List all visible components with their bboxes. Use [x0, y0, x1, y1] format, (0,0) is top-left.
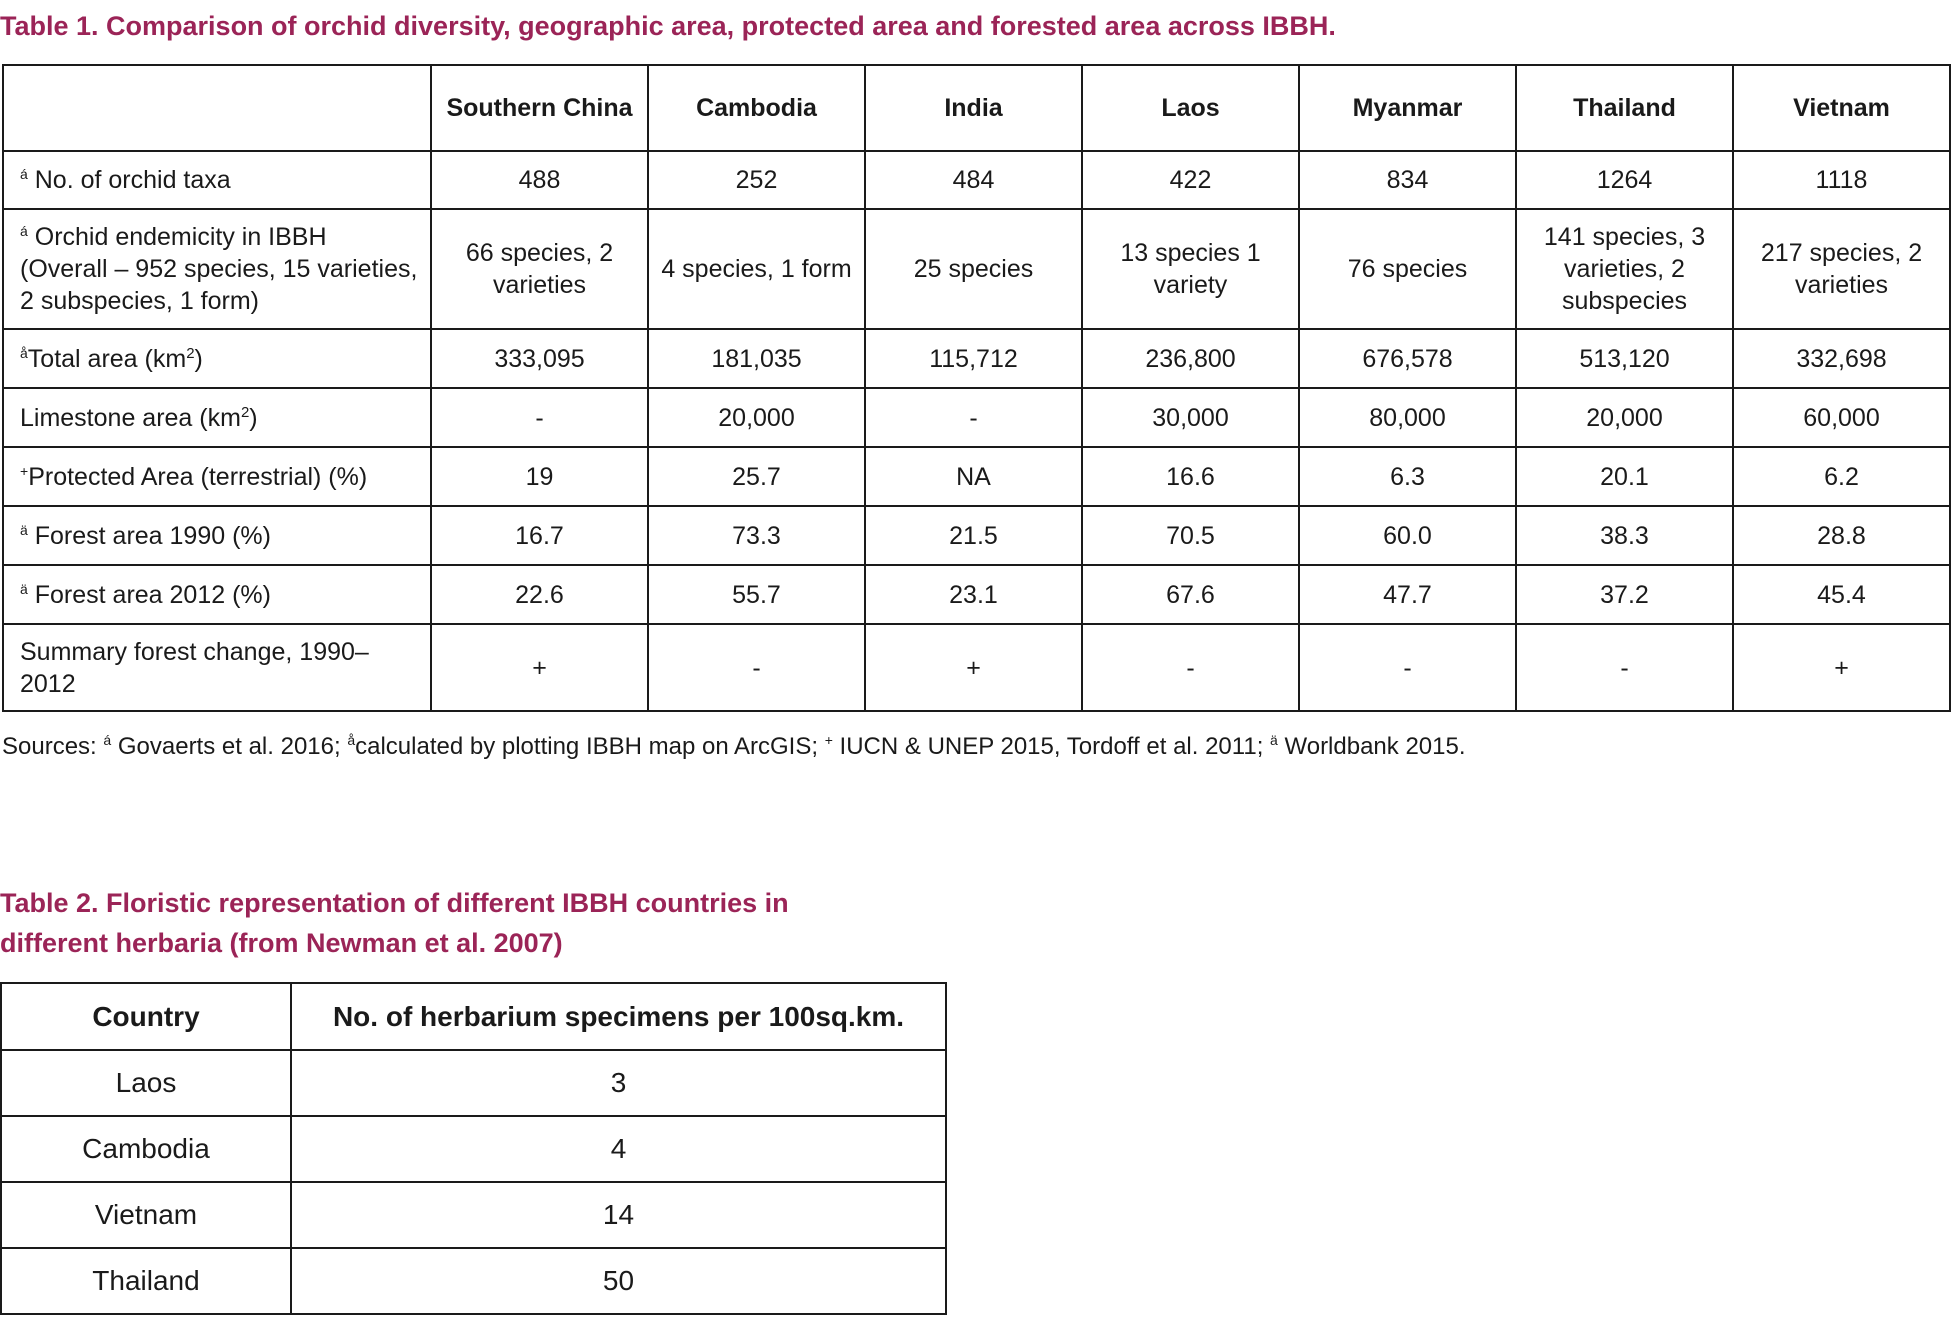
table-cell: 3	[291, 1050, 946, 1116]
table-cell: 73.3	[648, 506, 865, 565]
table-cell: -	[1299, 624, 1516, 711]
table-cell: 16.7	[431, 506, 648, 565]
table-cell: 28.8	[1733, 506, 1950, 565]
table-cell: 37.2	[1516, 565, 1733, 624]
table-row	[1, 1050, 946, 1116]
table-row	[3, 329, 1950, 388]
row-label-total-area: $^å$Total area $(km^2)$	[3, 329, 431, 388]
table-cell: 181,035	[648, 329, 865, 388]
table-row	[3, 624, 1950, 711]
row-label-orchid-endemicity: $^á$ Orchid endemicity in IBBH (Overall – 952 species, 15 varieties, 2 subspecies, 1 form)	[3, 209, 431, 329]
table-cell: 45.4	[1733, 565, 1950, 624]
table-cell: 4 species, 1 form	[648, 209, 865, 329]
table-cell: 20,000	[1516, 388, 1733, 447]
column-header-cambodia: Cambodia	[648, 65, 865, 151]
column-header-specimens: No. of herbarium specimens per 100sq.km.	[291, 983, 946, 1050]
table-cell: 14	[291, 1182, 946, 1248]
table-cell: 1118	[1733, 151, 1950, 209]
table-cell: 80,000	[1299, 388, 1516, 447]
table-cell: 333,095	[431, 329, 648, 388]
column-header-laos: Laos	[1082, 65, 1299, 151]
table-row	[1, 1116, 946, 1182]
table-header-row	[1, 983, 946, 1050]
table-cell: +	[865, 624, 1082, 711]
table1-sources-note: Sources: $^á$ Govaerts et al. 2016; $^å$calculated by plotting IBBH map on ArcGIS; + IUCN & UNEP 2015, Tordoff et al. 2011; $^ä$ Worldbank 2015.	[2, 732, 1466, 760]
table-cell: 217 species, 2 varieties	[1733, 209, 1950, 329]
table-cell: 488	[431, 151, 648, 209]
table-cell: 21.5	[865, 506, 1082, 565]
table-cell: 6.2	[1733, 447, 1950, 506]
table-header-row	[3, 65, 1950, 151]
table-cell: Thailand	[1, 1248, 291, 1314]
table-cell: 4	[291, 1116, 946, 1182]
column-header-thailand: Thailand	[1516, 65, 1733, 151]
table-cell: Laos	[1, 1050, 291, 1116]
table-cell: 60.0	[1299, 506, 1516, 565]
table1-caption: Table 1. Comparison of orchid diversity, geographic area, protected area and forested area across IBBH.	[0, 11, 1336, 41]
table-cell: 332,698	[1733, 329, 1950, 388]
table-cell: 141 species, 3 varieties, 2 subspecies	[1516, 209, 1733, 329]
table-cell: 23.1	[865, 565, 1082, 624]
table-cell: 13 species 1 variety	[1082, 209, 1299, 329]
table-cell: 50	[291, 1248, 946, 1314]
table-cell: -	[648, 624, 865, 711]
table-cell: 66 species, 2 varieties	[431, 209, 648, 329]
table-cell: 22.6	[431, 565, 648, 624]
table-cell: 47.7	[1299, 565, 1516, 624]
table-cell: 30,000	[1082, 388, 1299, 447]
table-row	[3, 388, 1950, 447]
row-label-forest-2012: $^ä$ Forest area 2012 (%)	[3, 565, 431, 624]
row-label-forest-change: Summary forest change, 1990–2012	[3, 624, 431, 711]
column-header-blank	[3, 65, 431, 151]
row-label-forest-1990: $^ä$ Forest area 1990 (%)	[3, 506, 431, 565]
column-header-southern-china: Southern China	[431, 65, 648, 151]
table-cell: -	[1516, 624, 1733, 711]
row-label-limestone-area: Limestone area $(km^2)$	[3, 388, 431, 447]
column-header-myanmar: Myanmar	[1299, 65, 1516, 151]
table-row	[3, 447, 1950, 506]
table-cell: 16.6	[1082, 447, 1299, 506]
table-cell: 60,000	[1733, 388, 1950, 447]
table-cell: 513,120	[1516, 329, 1733, 388]
table-cell: 252	[648, 151, 865, 209]
table-cell: 484	[865, 151, 1082, 209]
table-cell: 422	[1082, 151, 1299, 209]
table-row	[1, 1248, 946, 1314]
orchid-comparison-table	[2, 64, 1951, 712]
table-row	[3, 209, 1950, 329]
table-cell: -	[865, 388, 1082, 447]
table-cell: Cambodia	[1, 1116, 291, 1182]
table-cell: 1264	[1516, 151, 1733, 209]
table-cell: +	[1733, 624, 1950, 711]
table-cell: 236,800	[1082, 329, 1299, 388]
table-cell: 834	[1299, 151, 1516, 209]
table-cell: -	[1082, 624, 1299, 711]
table-cell: 67.6	[1082, 565, 1299, 624]
table2-caption: Table 2. Floristic representation of different IBBH countries in different herbaria (from Newman et al. 2007)	[0, 888, 789, 958]
table-cell: 25.7	[648, 447, 865, 506]
table-cell: 20.1	[1516, 447, 1733, 506]
table-cell: 676,578	[1299, 329, 1516, 388]
table-cell: 70.5	[1082, 506, 1299, 565]
table-cell: 19	[431, 447, 648, 506]
table-cell: 115,712	[865, 329, 1082, 388]
herbarium-representation-table	[0, 982, 947, 1315]
column-header-country: Country	[1, 983, 291, 1050]
table-cell: -	[431, 388, 648, 447]
row-label-orchid-taxa: $^á$ No. of orchid taxa	[3, 151, 431, 209]
table-row	[3, 565, 1950, 624]
table-cell: 76 species	[1299, 209, 1516, 329]
column-header-vietnam: Vietnam	[1733, 65, 1950, 151]
table-row	[3, 506, 1950, 565]
table-cell: 55.7	[648, 565, 865, 624]
table-row	[1, 1182, 946, 1248]
table-cell: 25 species	[865, 209, 1082, 329]
table-cell: NA	[865, 447, 1082, 506]
table-cell: 20,000	[648, 388, 865, 447]
column-header-india: India	[865, 65, 1082, 151]
table-cell: Vietnam	[1, 1182, 291, 1248]
table-cell: 6.3	[1299, 447, 1516, 506]
table-cell: 38.3	[1516, 506, 1733, 565]
table-row	[3, 151, 1950, 209]
row-label-protected-area: +Protected Area (terrestrial) (%)	[3, 447, 431, 506]
table-cell: +	[431, 624, 648, 711]
